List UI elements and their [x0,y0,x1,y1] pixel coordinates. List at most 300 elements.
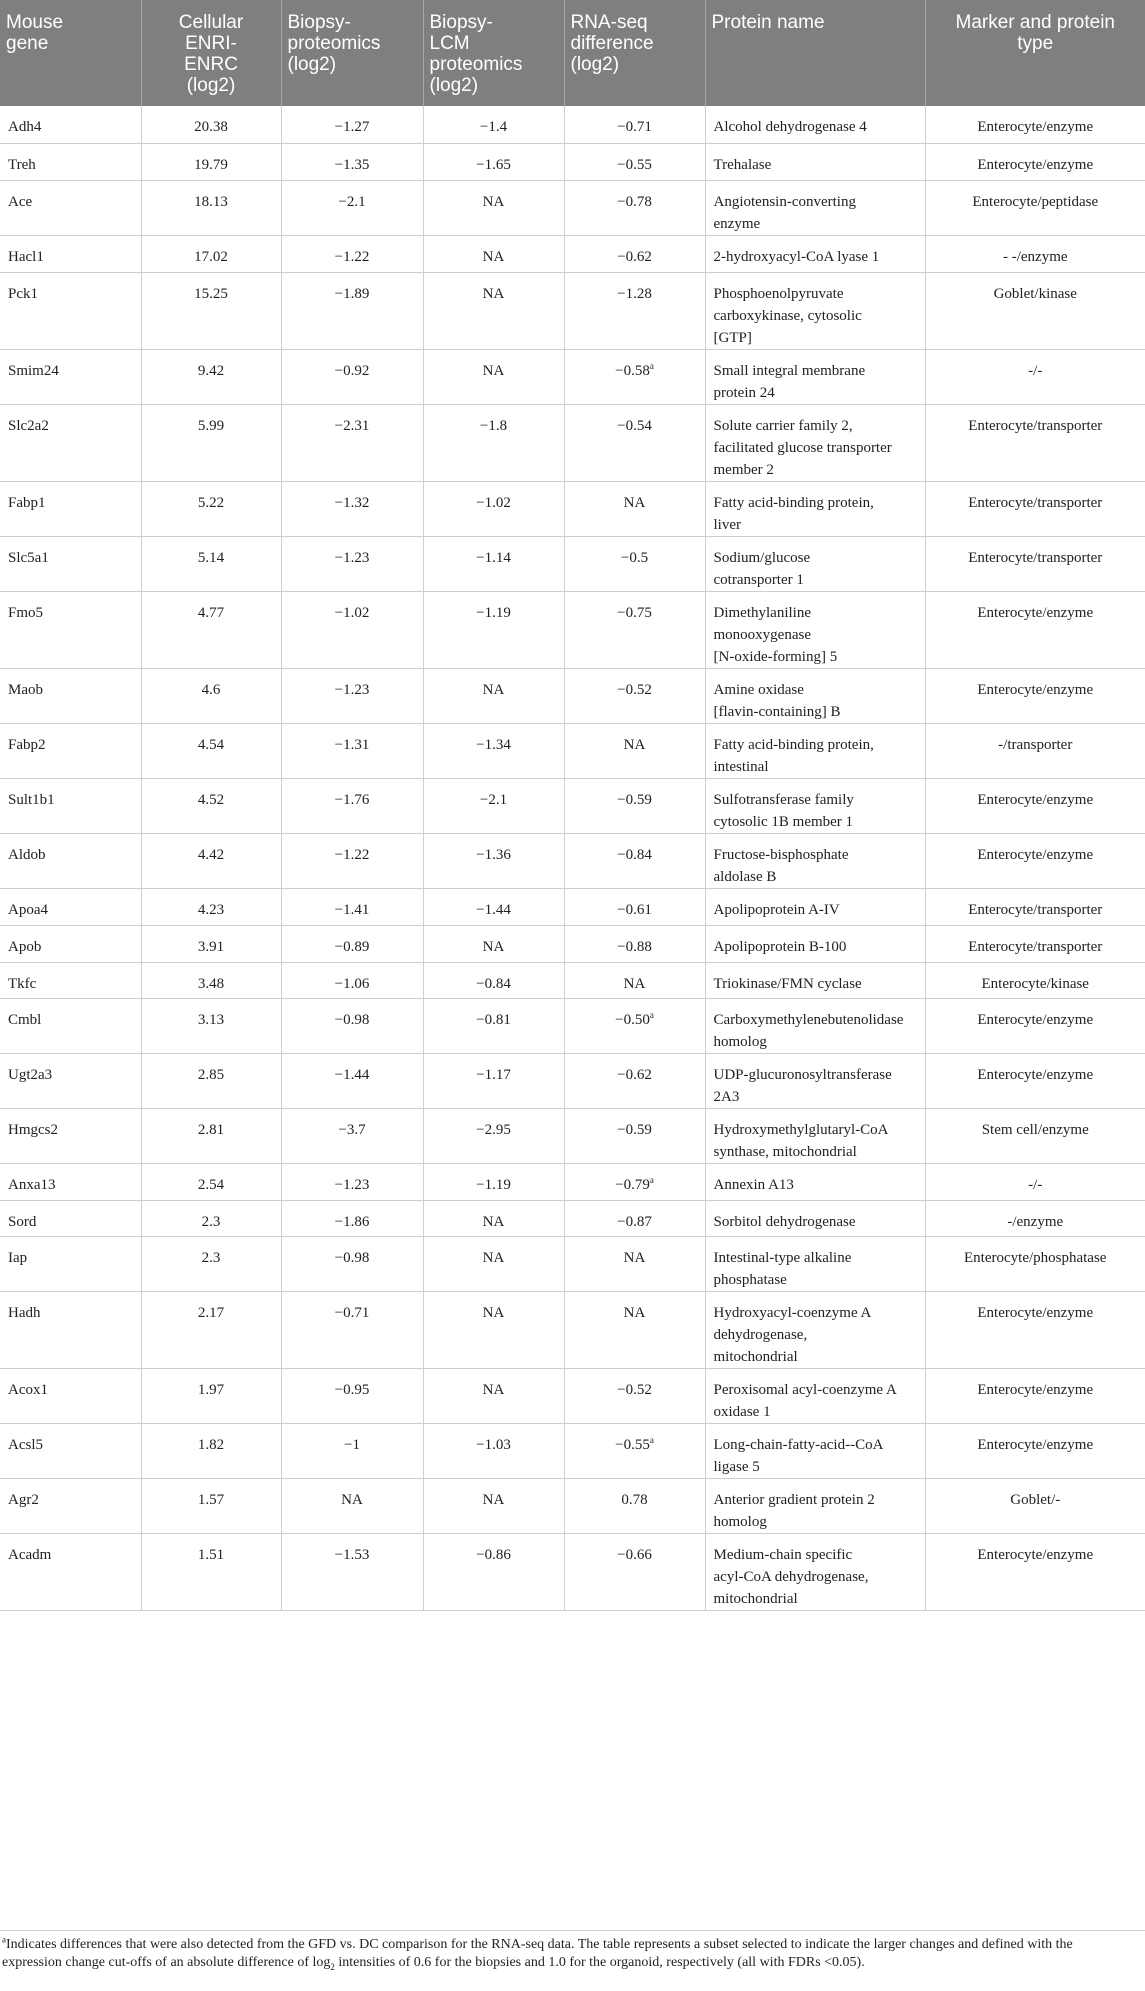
cell-biopsy-lcm [423,1108,564,1163]
cell-mouse-gene-value: Acsl5 [8,1436,43,1453]
cell-rnaseq-value: −0.59 [617,1121,652,1138]
header-cellular: Cellular ENRI- ENRC (log2) [141,0,281,106]
cell-cellular [141,272,281,349]
cell-marker-type [925,1533,1145,1610]
cell-mouse-gene [0,1053,141,1108]
cell-biopsy-lcm-value: −1.19 [476,604,511,621]
protein-name-line: Sorbitol dehydrogenase [713,1213,856,1230]
cell-rnaseq [564,1423,705,1478]
cell-rnaseq-value: −0.55 [615,1436,650,1453]
cell-cellular-value: 1.82 [197,1436,225,1453]
cell-cellular-value: 1.57 [197,1491,225,1508]
cell-marker-type-value: -/- [1028,362,1043,379]
cell-cellular-value: 1.51 [197,1546,225,1563]
cell-rnaseq [564,1533,705,1610]
cell-mouse-gene [0,1478,141,1533]
protein-name-line: member 2 [713,461,774,478]
cell-biopsy-lcm-value: −1.44 [476,901,511,918]
protein-name-line: synthase, mitochondrial [713,1143,857,1160]
protein-name-line: Dimethylaniline [713,604,811,621]
cell-cellular [141,591,281,668]
cell-mouse-gene [0,1291,141,1368]
cell-biopsy-proteomics-value: −1.89 [334,285,370,302]
cell-protein-name [705,536,925,591]
cell-mouse-gene-value: Ace [8,193,33,210]
cell-protein-name [705,833,925,888]
cell-biopsy-proteomics [281,481,423,536]
cell-biopsy-proteomics [281,143,423,180]
header-mouse-gene: Mouse gene [0,0,141,106]
cell-biopsy-proteomics-value: −1.53 [334,1546,370,1563]
cell-biopsy-lcm-value: −0.84 [476,975,511,992]
table-row [0,404,1145,481]
cell-biopsy-lcm-value: NA [482,1213,505,1230]
cell-biopsy-lcm [423,1291,564,1368]
cell-marker-type [925,143,1145,180]
cell-mouse-gene-value: Adh4 [8,119,42,135]
table-row [0,349,1145,404]
footnote-divider [0,1930,1145,1931]
cell-biopsy-lcm-value: −1.65 [476,156,511,173]
protein-name-line: Anterior gradient protein 2 [713,1491,875,1508]
cell-rnaseq-value: NA [623,494,646,511]
cell-biopsy-lcm [423,778,564,833]
cell-mouse-gene-value: Smim24 [8,362,59,379]
protein-name-line: intestinal [713,758,769,775]
cell-biopsy-proteomics-value: −1.35 [334,156,370,173]
cell-marker-type-value: Enterocyte/enzyme [977,604,1094,621]
cell-mouse-gene [0,106,141,143]
cell-protein-name [705,1200,925,1236]
cell-marker-type-value: Enterocyte/enzyme [977,846,1094,863]
footnote-line-2-post: intensities of 0.6 for the biopsies and 1.0 for the organoid, respectively (all with FDRs <0.05). [334,1955,865,1970]
table-row [0,1291,1145,1368]
header-marker-type: Marker and protein type [925,0,1145,106]
cell-mouse-gene-value: Apoa4 [8,901,48,918]
cell-biopsy-proteomics-value: −1 [344,1436,360,1453]
cell-marker-type-value: Enterocyte/kinase [981,975,1089,992]
cell-cellular-value: 4.54 [197,736,225,753]
cell-cellular [141,668,281,723]
cell-biopsy-lcm [423,404,564,481]
cell-biopsy-proteomics-value: −0.92 [334,362,370,379]
cell-biopsy-lcm [423,143,564,180]
table-row [0,106,1145,143]
cell-biopsy-proteomics [281,1236,423,1291]
cell-rnaseq-value: −0.88 [617,938,652,955]
cell-mouse-gene-value: Hacl1 [8,248,44,265]
cell-biopsy-proteomics [281,1200,423,1236]
protein-name-line: Intestinal-type alkaline [713,1249,852,1266]
cell-protein-name [705,591,925,668]
cell-cellular [141,106,281,143]
cell-cellular [141,1236,281,1291]
cell-cellular-value: 2.17 [197,1304,225,1321]
cell-mouse-gene [0,1533,141,1610]
cell-marker-type-value: -/enzyme [1007,1213,1064,1230]
protein-name-line: [flavin-containing] B [713,703,841,720]
cell-rnaseq-value: NA [623,736,646,753]
footnote-subscript: 2 [330,1961,335,1972]
cell-biopsy-lcm [423,235,564,272]
cell-biopsy-lcm [423,349,564,404]
cell-rnaseq [564,143,705,180]
protein-name-line: Fructose-bisphosphate [713,846,849,863]
cell-mouse-gene-value: Sord [8,1213,37,1230]
table-row [0,1423,1145,1478]
protein-name-line: ligase 5 [713,1458,760,1475]
cell-rnaseq-value: −0.66 [617,1546,652,1563]
cell-biopsy-lcm [423,1163,564,1200]
cell-biopsy-proteomics [281,1533,423,1610]
protein-name-line: homolog [713,1513,767,1530]
protein-name-line: monooxygenase [713,626,811,643]
cell-marker-type-value: Enterocyte/transporter [968,901,1103,918]
cell-biopsy-lcm [423,272,564,349]
cell-mouse-gene [0,888,141,925]
cell-cellular-value: 4.42 [197,846,225,863]
cell-mouse-gene-value: Apob [8,938,42,955]
cell-biopsy-lcm [423,925,564,962]
cell-biopsy-lcm [423,481,564,536]
table-row [0,1478,1145,1533]
cell-rnaseq [564,1200,705,1236]
cell-cellular [141,1200,281,1236]
cell-cellular [141,723,281,778]
cell-cellular [141,1478,281,1533]
protein-name-line: Long-chain-fatty-acid--CoA [713,1436,884,1453]
protein-name-line: aldolase B [713,868,777,885]
table-row [0,1108,1145,1163]
cell-rnaseq-value: −0.52 [617,681,652,698]
cell-biopsy-proteomics [281,833,423,888]
cell-cellular [141,143,281,180]
cell-marker-type [925,962,1145,998]
cell-rnaseq-value: −0.78 [617,193,652,210]
cell-mouse-gene [0,833,141,888]
cell-rnaseq [564,481,705,536]
cell-protein-name [705,1423,925,1478]
cell-biopsy-lcm [423,1236,564,1291]
cell-protein-name [705,668,925,723]
cell-biopsy-proteomics-value: −1.41 [334,901,370,918]
cell-marker-type [925,833,1145,888]
cell-biopsy-lcm [423,833,564,888]
cell-rnaseq [564,723,705,778]
protein-name-line: dehydrogenase, [713,1326,808,1343]
cell-marker-type-value: Enterocyte/enzyme [977,1436,1094,1453]
cell-biopsy-lcm-value: −1.17 [476,1066,511,1083]
table-row [0,1200,1145,1236]
protein-name-line: Triokinase/FMN cyclase [713,975,862,992]
cell-rnaseq-value: NA [623,1304,646,1321]
cell-rnaseq [564,1368,705,1423]
cell-rnaseq-value: −0.71 [617,119,652,135]
cell-cellular-value: 3.13 [197,1011,225,1028]
cell-rnaseq-value: −0.5 [620,549,649,566]
footnote-line-2-pre: expression change cut-offs of an absolute difference of log [2,1955,331,1970]
cell-marker-type [925,481,1145,536]
cell-biopsy-proteomics [281,1163,423,1200]
cell-rnaseq-value: −0.59 [617,791,652,808]
cell-cellular-value: 18.13 [194,193,228,210]
cell-protein-name [705,404,925,481]
cell-biopsy-lcm [423,668,564,723]
protein-name-line: carboxykinase, cytosolic [713,307,862,324]
cell-marker-type [925,1053,1145,1108]
cell-biopsy-lcm-value: NA [482,1304,505,1321]
table-row [0,481,1145,536]
cell-cellular [141,998,281,1053]
protein-name-line: Amine oxidase [713,681,804,698]
cell-mouse-gene [0,591,141,668]
cell-protein-name [705,180,925,235]
cell-mouse-gene [0,723,141,778]
cell-marker-type-value: Stem cell/enzyme [981,1121,1089,1138]
cell-mouse-gene [0,349,141,404]
cell-marker-type [925,888,1145,925]
protein-name-line: Apolipoprotein B-100 [713,938,847,955]
cell-marker-type [925,106,1145,143]
cell-cellular [141,1368,281,1423]
protein-name-line: Apolipoprotein A-IV [713,901,840,918]
cell-protein-name [705,998,925,1053]
protein-name-line: mitochondrial [713,1590,798,1607]
protein-name-line: Peroxisomal acyl-coenzyme A [713,1381,897,1398]
protein-name-line: [GTP] [713,329,752,346]
cell-marker-type-value: Enterocyte/enzyme [977,119,1094,135]
cell-biopsy-proteomics-value: −1.23 [334,681,370,698]
cell-cellular [141,888,281,925]
cell-protein-name [705,349,925,404]
cell-cellular [141,833,281,888]
cell-mouse-gene-value: Slc2a2 [8,417,49,434]
cell-protein-name [705,143,925,180]
cell-cellular-value: 3.48 [197,975,225,992]
cell-marker-type-value: Enterocyte/enzyme [977,791,1094,808]
cell-rnaseq [564,235,705,272]
cell-cellular-value: 1.97 [197,1381,225,1398]
cell-biopsy-proteomics [281,272,423,349]
cell-biopsy-lcm [423,180,564,235]
cell-marker-type [925,272,1145,349]
cell-rnaseq-value: NA [623,1249,646,1266]
cell-biopsy-lcm [423,1053,564,1108]
table-row [0,1368,1145,1423]
cell-cellular [141,1291,281,1368]
cell-biopsy-proteomics-value: −1.06 [334,975,370,992]
cell-cellular-value: 5.99 [197,417,225,434]
cell-mouse-gene [0,668,141,723]
cell-marker-type-value: Enterocyte/transporter [968,938,1103,955]
protein-name-line: homolog [713,1033,767,1050]
table-row [0,143,1145,180]
cell-rnaseq [564,349,705,404]
cell-mouse-gene [0,536,141,591]
cell-protein-name [705,1053,925,1108]
cell-cellular [141,536,281,591]
cell-protein-name [705,1478,925,1533]
protein-name-line: cotransporter 1 [713,571,804,588]
cell-marker-type-value: Enterocyte/enzyme [977,156,1094,173]
cell-biopsy-lcm-value: NA [482,681,505,698]
cell-mouse-gene-value: Cmbl [8,1011,42,1028]
protein-name-line: 2A3 [713,1088,740,1105]
cell-biopsy-proteomics-value: NA [341,1491,363,1508]
cell-marker-type [925,1236,1145,1291]
table-row [0,536,1145,591]
cell-biopsy-lcm [423,106,564,143]
cell-rnaseq [564,1236,705,1291]
cell-biopsy-lcm-value: −1.36 [476,846,511,863]
cell-biopsy-proteomics [281,962,423,998]
cell-biopsy-lcm-value: NA [482,285,505,302]
cell-protein-name [705,1291,925,1368]
cell-protein-name [705,1163,925,1200]
cell-biopsy-lcm-value: −1.02 [476,494,511,511]
protein-name-line: Hydroxymethylglutaryl-CoA [713,1121,889,1138]
cell-biopsy-proteomics-value: −0.98 [334,1011,370,1028]
cell-biopsy-proteomics [281,925,423,962]
cell-marker-type-value: Goblet/kinase [993,285,1077,302]
cell-biopsy-lcm [423,1478,564,1533]
header-protein-name: Protein name [705,0,925,106]
cell-cellular-value: 4.52 [197,791,225,808]
cell-mouse-gene-value: Aldob [8,846,46,863]
protein-name-line: enzyme [713,215,761,232]
cell-rnaseq [564,591,705,668]
cell-rnaseq [564,1291,705,1368]
cell-mouse-gene-value: Treh [8,156,36,173]
cell-biopsy-proteomics [281,1478,423,1533]
protein-name-line: UDP-glucuronosyltransferase [713,1066,892,1083]
cell-marker-type-value: Enterocyte/transporter [968,417,1103,434]
cell-mouse-gene-value: Hadh [8,1304,41,1321]
cell-rnaseq [564,106,705,143]
cell-cellular-value: 17.02 [194,248,228,265]
cell-biopsy-proteomics [281,1291,423,1368]
cell-biopsy-proteomics-value: −0.98 [334,1249,370,1266]
cell-biopsy-lcm [423,1368,564,1423]
table-row [0,962,1145,998]
footnote-mark: a [649,360,654,371]
cell-biopsy-proteomics [281,668,423,723]
protein-name-line: facilitated glucose transporter [713,439,892,456]
cell-mouse-gene [0,235,141,272]
cell-biopsy-proteomics [281,778,423,833]
table-row [0,235,1145,272]
protein-name-line: Carboxymethylenebutenolidase [713,1011,904,1028]
cell-marker-type [925,925,1145,962]
cell-biopsy-lcm [423,1200,564,1236]
cell-biopsy-lcm-value: −1.19 [476,1176,511,1193]
header-row [0,0,1145,106]
cell-protein-name [705,723,925,778]
cell-biopsy-proteomics-value: −0.71 [334,1304,370,1321]
protein-name-line: [N-oxide-forming] 5 [713,648,838,665]
cell-marker-type [925,1368,1145,1423]
cell-biopsy-proteomics [281,536,423,591]
cell-mouse-gene [0,1423,141,1478]
cell-biopsy-lcm-value: NA [482,938,505,955]
protein-name-line: Fatty acid-binding protein, [713,736,874,753]
cell-mouse-gene-value: Fmo5 [8,604,44,621]
cell-biopsy-lcm [423,1423,564,1478]
cell-biopsy-proteomics [281,1423,423,1478]
cell-rnaseq [564,962,705,998]
cell-biopsy-proteomics [281,404,423,481]
table-row [0,888,1145,925]
cell-rnaseq [564,272,705,349]
cell-biopsy-proteomics-value: −1.27 [334,119,370,135]
protein-name-line: Sulfotransferase family [713,791,854,808]
cell-biopsy-lcm-value: −1.8 [479,417,508,434]
cell-biopsy-proteomics-value: −2.1 [338,193,366,210]
cell-biopsy-proteomics-value: −1.23 [334,549,370,566]
cell-biopsy-lcm [423,962,564,998]
protein-name-line: protein 24 [713,384,775,401]
protein-name-line: Hydroxyacyl-coenzyme A [713,1304,872,1321]
cell-cellular [141,481,281,536]
header-biopsy-lcm: Biopsy- LCM proteomics (log2) [423,0,564,106]
table-row [0,1163,1145,1200]
cell-marker-type-value: Enterocyte/enzyme [977,1381,1094,1398]
cell-cellular-value: 19.79 [194,156,228,173]
cell-biopsy-proteomics [281,1053,423,1108]
cell-biopsy-proteomics-value: −1.22 [334,846,370,863]
cell-rnaseq [564,1108,705,1163]
cell-marker-type-value: Goblet/- [1010,1491,1061,1508]
cell-biopsy-proteomics-value: −1.86 [334,1213,370,1230]
cell-cellular-value: 4.77 [197,604,225,621]
cell-marker-type [925,235,1145,272]
table-row [0,998,1145,1053]
cell-mouse-gene-value: Acox1 [8,1381,48,1398]
table-row [0,925,1145,962]
cell-biopsy-proteomics-value: −1.76 [334,791,370,808]
cell-biopsy-proteomics-value: −3.7 [338,1121,366,1138]
cell-rnaseq [564,998,705,1053]
cell-rnaseq-value: −0.87 [617,1213,652,1230]
cell-mouse-gene [0,1368,141,1423]
cell-cellular-value: 9.42 [197,362,225,379]
footnote-marker: a [2,1934,6,1945]
cell-marker-type-value: - -/enzyme [1002,248,1068,265]
protein-name-line: Angiotensin-converting [713,193,856,210]
cell-biopsy-lcm [423,888,564,925]
footnote-line-1: Indicates differences that were also detected from the GFD vs. DC comparison for the RNA-seq data. The table represents a subset selected to indicate the larger changes and defined with the [6,1937,1073,1952]
protein-name-line: liver [713,516,741,533]
cell-biopsy-proteomics [281,591,423,668]
cell-biopsy-lcm-value: NA [482,362,505,379]
table-footnote [0,1936,1140,1976]
table-row [0,778,1145,833]
cell-biopsy-lcm [423,591,564,668]
cell-biopsy-lcm-value: −2.1 [479,791,508,808]
cell-cellular [141,1163,281,1200]
cell-biopsy-lcm-value: NA [482,193,505,210]
cell-biopsy-proteomics [281,349,423,404]
cell-marker-type-value: -/transporter [998,736,1073,753]
cell-mouse-gene-value: Acadm [8,1546,52,1563]
cell-cellular [141,962,281,998]
cell-marker-type-value: Enterocyte/enzyme [977,1011,1094,1028]
cell-biopsy-lcm-value: −0.81 [476,1011,511,1028]
cell-rnaseq-value: −1.28 [617,285,652,302]
cell-mouse-gene [0,272,141,349]
cell-marker-type [925,404,1145,481]
cell-mouse-gene-value: Ugt2a3 [8,1066,53,1083]
